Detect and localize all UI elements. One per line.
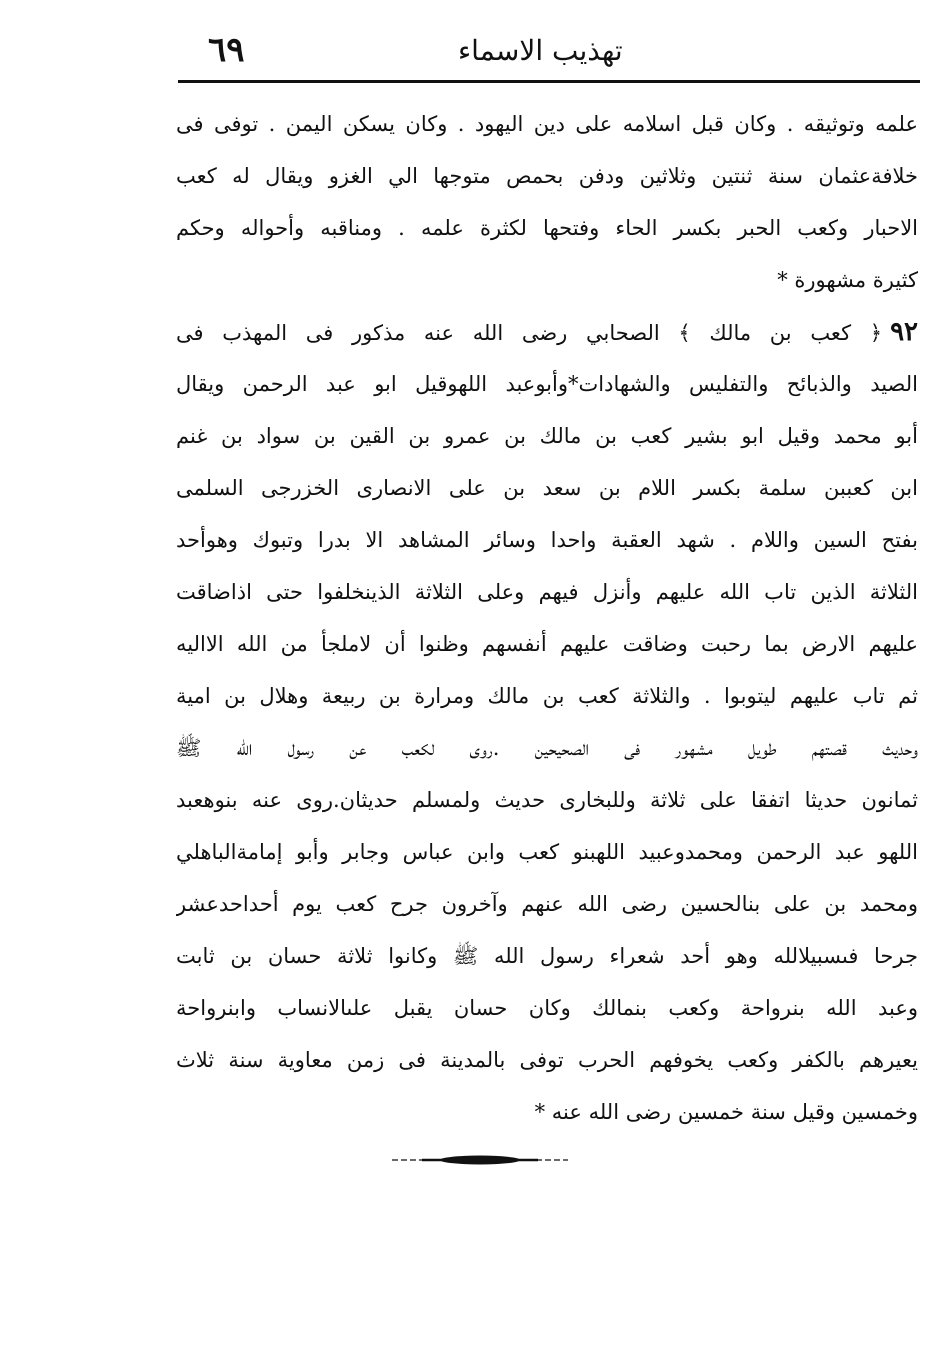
entry-number: ٩٢ — [890, 317, 918, 347]
text-line: وحديث قصتهم طويل مشهور فى الصحيحين .روى لكعب عن رسول الله ﷺ — [176, 736, 918, 760]
page-header — [178, 28, 920, 78]
end-ornament — [392, 1152, 568, 1168]
body-text — [176, 98, 918, 1138]
text-line-first — [176, 306, 918, 358]
text-line: وخمسين وقيل سنة خمسين رضى الله عنه * — [534, 1100, 918, 1124]
text-line: بفتح السين واللام . شهد العقبة واحدا وسائر المشاهد الا بدرا وتبوك وهوأحد — [176, 528, 918, 552]
text-line: الثلاثة الذين تاب الله عليهم وأنزل فيهم وعلى الثلاثة الذينخلفوا حتى اذاضاقت — [176, 580, 918, 604]
text-line: جرحا فىسبيلالله وهو أحد شعراء رسول الله ﷺ وكانوا ثلاثة حسان بن ثابت — [176, 944, 918, 968]
text-line: عليهم الارض بما رحبت وضاقت عليهم أنفسهم وظنوا أن لاملجأ من الله الااليه — [176, 632, 918, 656]
header-rule — [178, 80, 920, 83]
running-title: تهذيب الاسماء — [458, 34, 623, 67]
text-line: علمه وتوثيقه . وكان قبل اسلامه على دين اليهود . وكان يسكن اليمن . توفى فى — [176, 112, 918, 136]
page-number: ٦٩ — [208, 30, 245, 70]
text-line: الاحبار وكعب الحبر بكسر الحاء وفتحها لكثرة علمه . ومناقبه وأحواله وحكم — [176, 216, 918, 240]
paragraph-1 — [176, 98, 918, 306]
paragraph-2 — [176, 306, 918, 1138]
text-line: يعيرهم بالكفر وكعب يخوفهم الحرب توفى بالمدينة فى زمن معاوية سنة ثلاث — [176, 1048, 918, 1072]
text-line: ابن كعببن سلمة بكسر اللام بن سعد بن على الانصارى الخزرجى السلمى — [176, 476, 918, 500]
text-line: ثمانون حديثا اتفقا على ثلاثة وللبخارى حديث ولمسلم حديثان.روى عنه بنوهعبد — [176, 788, 918, 812]
text-line: ثم تاب عليهم ليتوبوا . والثلاثة كعب بن مالك ومرارة بن ربيعة وهلال بن امية — [176, 684, 918, 708]
text-line: خلافةعثمان سنة ثنتين وثلاثين ودفن بحمص متوجها الي الغزو ويقال له كعب — [176, 164, 918, 188]
text-line: أبو محمد وقيل ابو بشير كعب بن مالك بن عمرو بن القين بن سواد بن غنم — [176, 424, 918, 448]
text-line: الصيد والذبائح والتفليس والشهادات*وأبوعبد اللهوقيل ابو عبد الرحمن ويقال — [176, 372, 918, 396]
text-line: ومحمد بن على بنالحسين رضى الله عنهم وآخرون جرح كعب يوم أحداحدعشر — [176, 892, 918, 916]
entry-heading-text: ﴿ كعب بن مالك ﴾ الصحابي رضى الله عنه مذكور فى المهذب فى — [176, 321, 883, 345]
text-line: وعبد الله بنرواحة وكعب بنمالك وكان حسان يقبل علىالانساب وابنرواحة — [176, 996, 918, 1020]
text-line: كثيرة مشهورة * — [777, 268, 918, 292]
text-line: اللهو عبد الرحمن ومحمدوعبيد اللهبنو كعب وابن عباس وجابر وأبو إمامةالباهلي — [176, 840, 918, 864]
